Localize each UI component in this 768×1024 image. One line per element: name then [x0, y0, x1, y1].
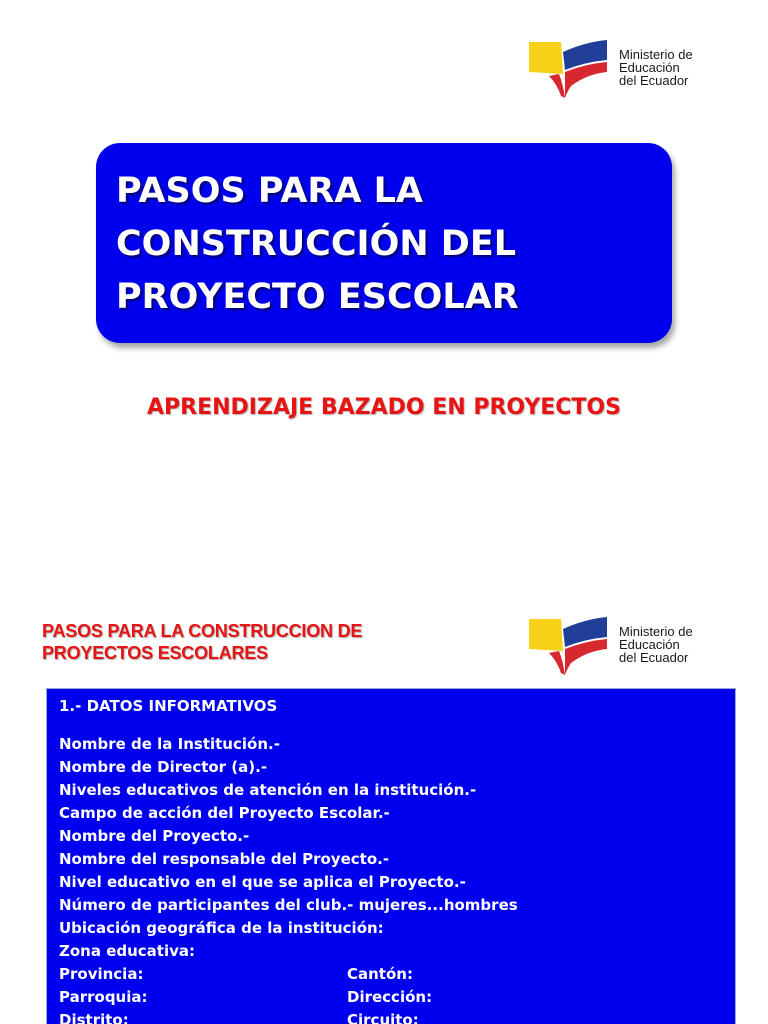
slide-heading-line: PROYECTOS ESCOLARES — [42, 643, 268, 663]
field-item: Circuito: — [347, 1011, 419, 1024]
field-item: Dirección: — [347, 988, 433, 1006]
field-item: Zona educativa: — [59, 942, 196, 960]
slide-heading-line: PASOS PARA LA CONSTRUCCION DE — [42, 621, 363, 641]
logo-line: del Ecuador — [619, 650, 689, 665]
field-item: Niveles educativos de atención en la institución.- — [59, 781, 477, 799]
title-line: PASOS PARA LA — [116, 171, 424, 211]
field-item: Provincia: — [59, 965, 144, 983]
field-item: Distrito: — [59, 1011, 129, 1024]
field-item: Nombre de la Institución.- — [59, 735, 280, 753]
field-item: Ubicación geográfica de la institución: — [59, 919, 384, 937]
field-item: Nombre del Proyecto.- — [59, 827, 250, 845]
title-line: CONSTRUCCIÓN DEL — [116, 224, 517, 264]
ecuador-flag-logo-icon — [527, 615, 609, 677]
logo-line: del Ecuador — [619, 73, 689, 88]
location-field-grid — [59, 963, 723, 1024]
field-list — [59, 733, 723, 963]
logo-line: Ministerio de — [619, 47, 693, 62]
field-item: Nombre del responsable del Proyecto.- — [59, 850, 390, 868]
data-slide — [0, 585, 768, 1024]
logo-line: Ministerio de — [619, 624, 693, 639]
logo-line: Educación — [619, 637, 680, 652]
field-item: Parroquia: — [59, 988, 148, 1006]
datos-informativos-panel — [46, 688, 736, 1024]
field-item: Nombre de Director (a).- — [59, 758, 268, 776]
field-item: Cantón: — [347, 965, 413, 983]
logo-text — [619, 625, 693, 664]
title-line: PROYECTO ESCOLAR — [116, 277, 519, 317]
ministry-logo — [527, 615, 717, 677]
slide-heading — [42, 620, 362, 664]
field-item: Campo de acción del Proyecto Escolar.- — [59, 804, 390, 822]
logo-text — [619, 48, 693, 87]
field-item: Nivel educativo en el que se aplica el Proyecto.- — [59, 873, 466, 891]
title-box — [96, 143, 672, 343]
field-item: Número de participantes del club.- mujeres...hombres — [59, 896, 518, 914]
ecuador-flag-logo-icon — [527, 38, 609, 100]
ministry-logo — [527, 38, 717, 100]
logo-line: Educación — [619, 60, 680, 75]
panel-heading: 1.- DATOS INFORMATIVOS — [59, 697, 278, 715]
subtitle: APRENDIZAJE BAZADO EN PROYECTOS — [147, 395, 621, 420]
